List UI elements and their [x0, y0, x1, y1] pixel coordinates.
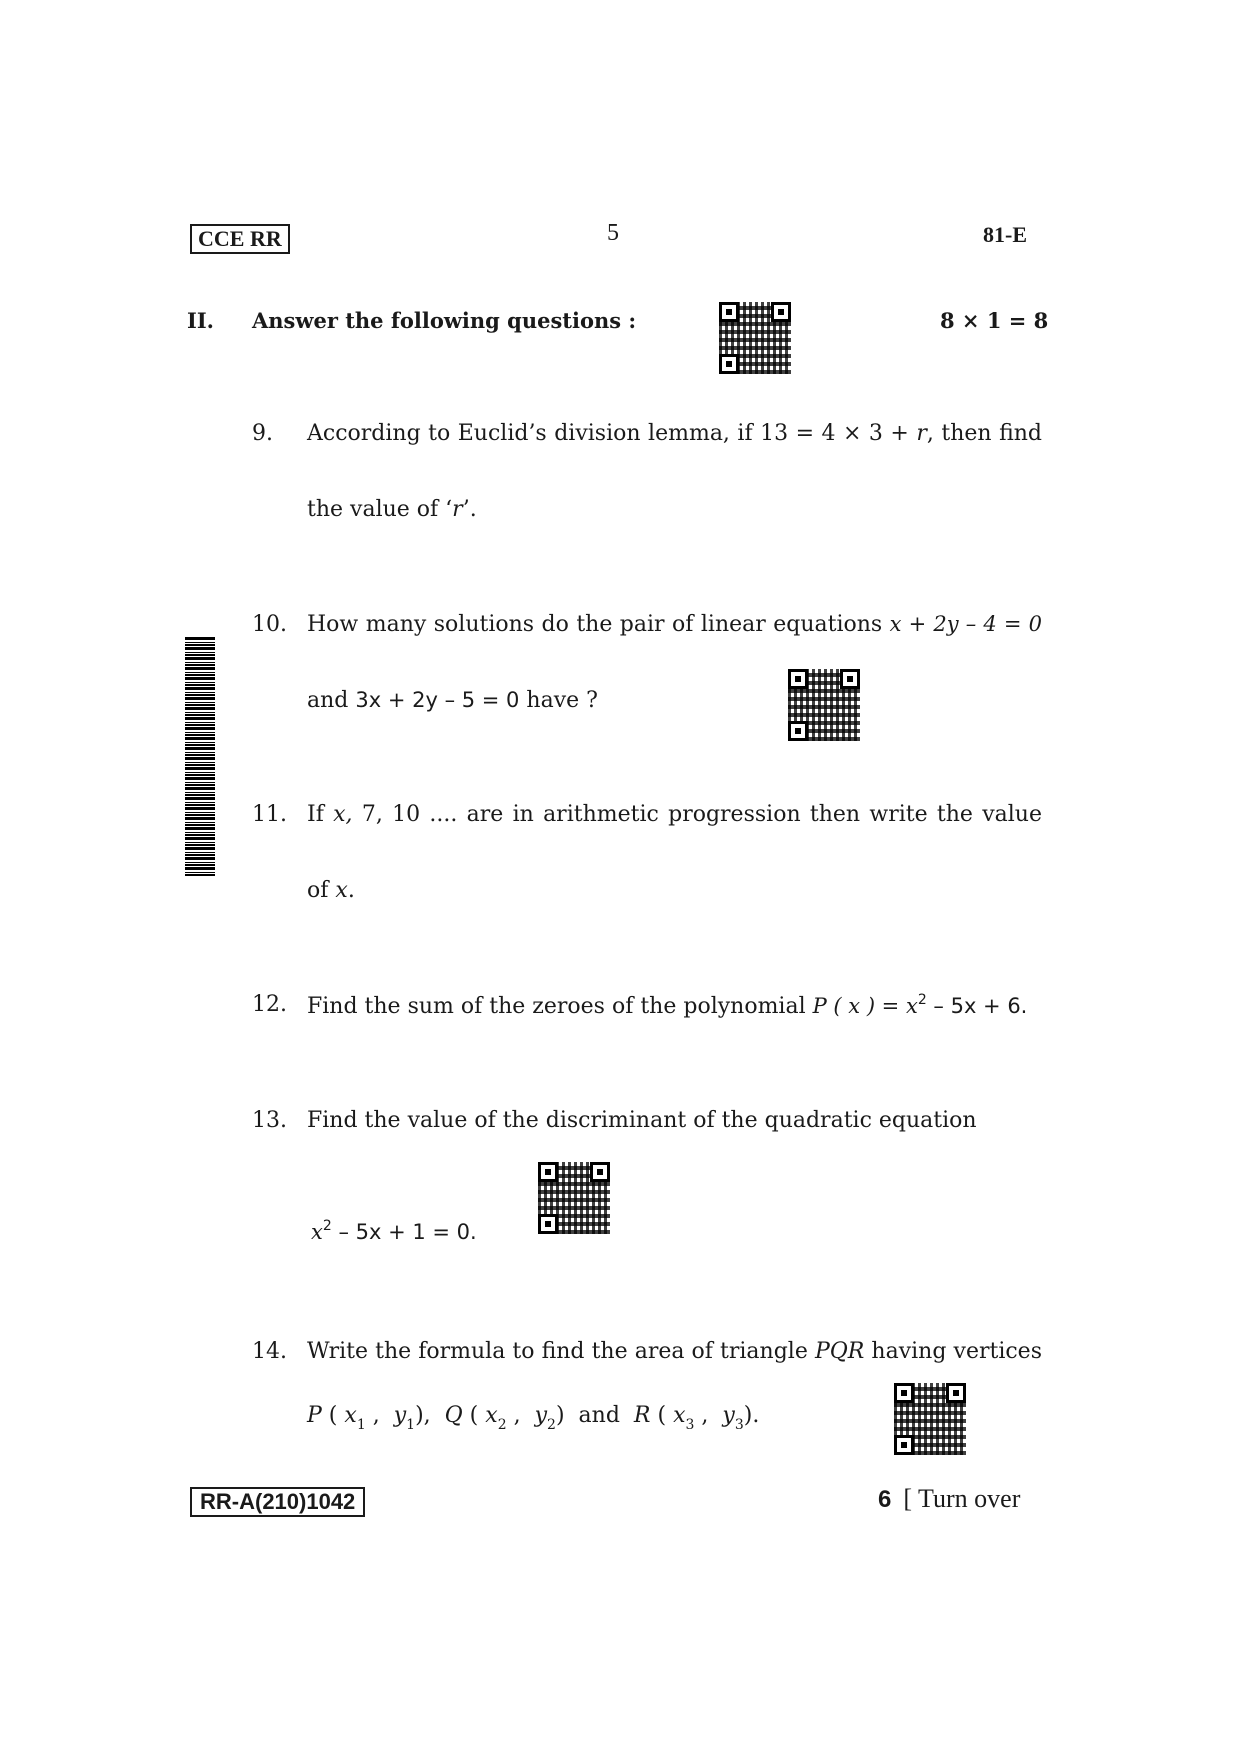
- page-number: 5: [607, 220, 619, 246]
- question-11-line-2: of x.: [307, 878, 355, 903]
- question-number: 10.: [252, 612, 287, 637]
- question-11-line-1: If x, 7, 10 .... are in arithmetic progression then write the value: [307, 802, 1043, 827]
- question-9-line-1: According to Euclid’s division lemma, if 13 = 4 × 3 + r, then find: [307, 421, 1042, 446]
- section-title: Answer the following questions :: [252, 308, 637, 333]
- question-number: 14.: [252, 1339, 287, 1364]
- header-right-code: 81-E: [983, 222, 1027, 247]
- barcode-icon: [185, 636, 215, 876]
- question-14-vertices: P ( $x_1$ , $y_1$), Q ( $x_2$ , $y_2$) and R ( $x_3$ , $y_3$).: [307, 1403, 760, 1433]
- header-left-code: CCE RR: [190, 224, 290, 254]
- section-marks: 8 × 1 = 8: [940, 308, 1049, 333]
- next-page-number: 6: [878, 1486, 892, 1513]
- question-13-equation: $x^2 - 5x + 1 = 0$.: [311, 1218, 477, 1244]
- section-number: II.: [187, 308, 214, 333]
- footer-paper-code: RR-A(210)1042: [190, 1487, 365, 1517]
- question-number: 9.: [252, 421, 273, 446]
- question-9-line-2: the value of ‘r’.: [307, 497, 477, 522]
- question-number: 13.: [252, 1108, 287, 1133]
- question-10-line-1: How many solutions do the pair of linear equations x + 2y – 4 = 0: [307, 612, 1042, 637]
- question-13-line-1: Find the value of the discriminant of the quadratic equation: [307, 1108, 977, 1133]
- qr-code-icon: [719, 302, 791, 374]
- question-number: 11.: [252, 802, 287, 827]
- question-number: 12.: [252, 992, 287, 1017]
- question-10-line-2: and 3x + 2y – 5 = 0 have ?: [307, 688, 598, 713]
- turn-over-note: 6 [ Turn over: [878, 1484, 1021, 1513]
- question-12-line-1: Find the sum of the zeroes of the polynomial P ( x ) = $x^2 - 5x + 6$.: [307, 992, 1028, 1019]
- question-14-line-1: Write the formula to find the area of triangle PQR having vertices: [307, 1339, 1042, 1364]
